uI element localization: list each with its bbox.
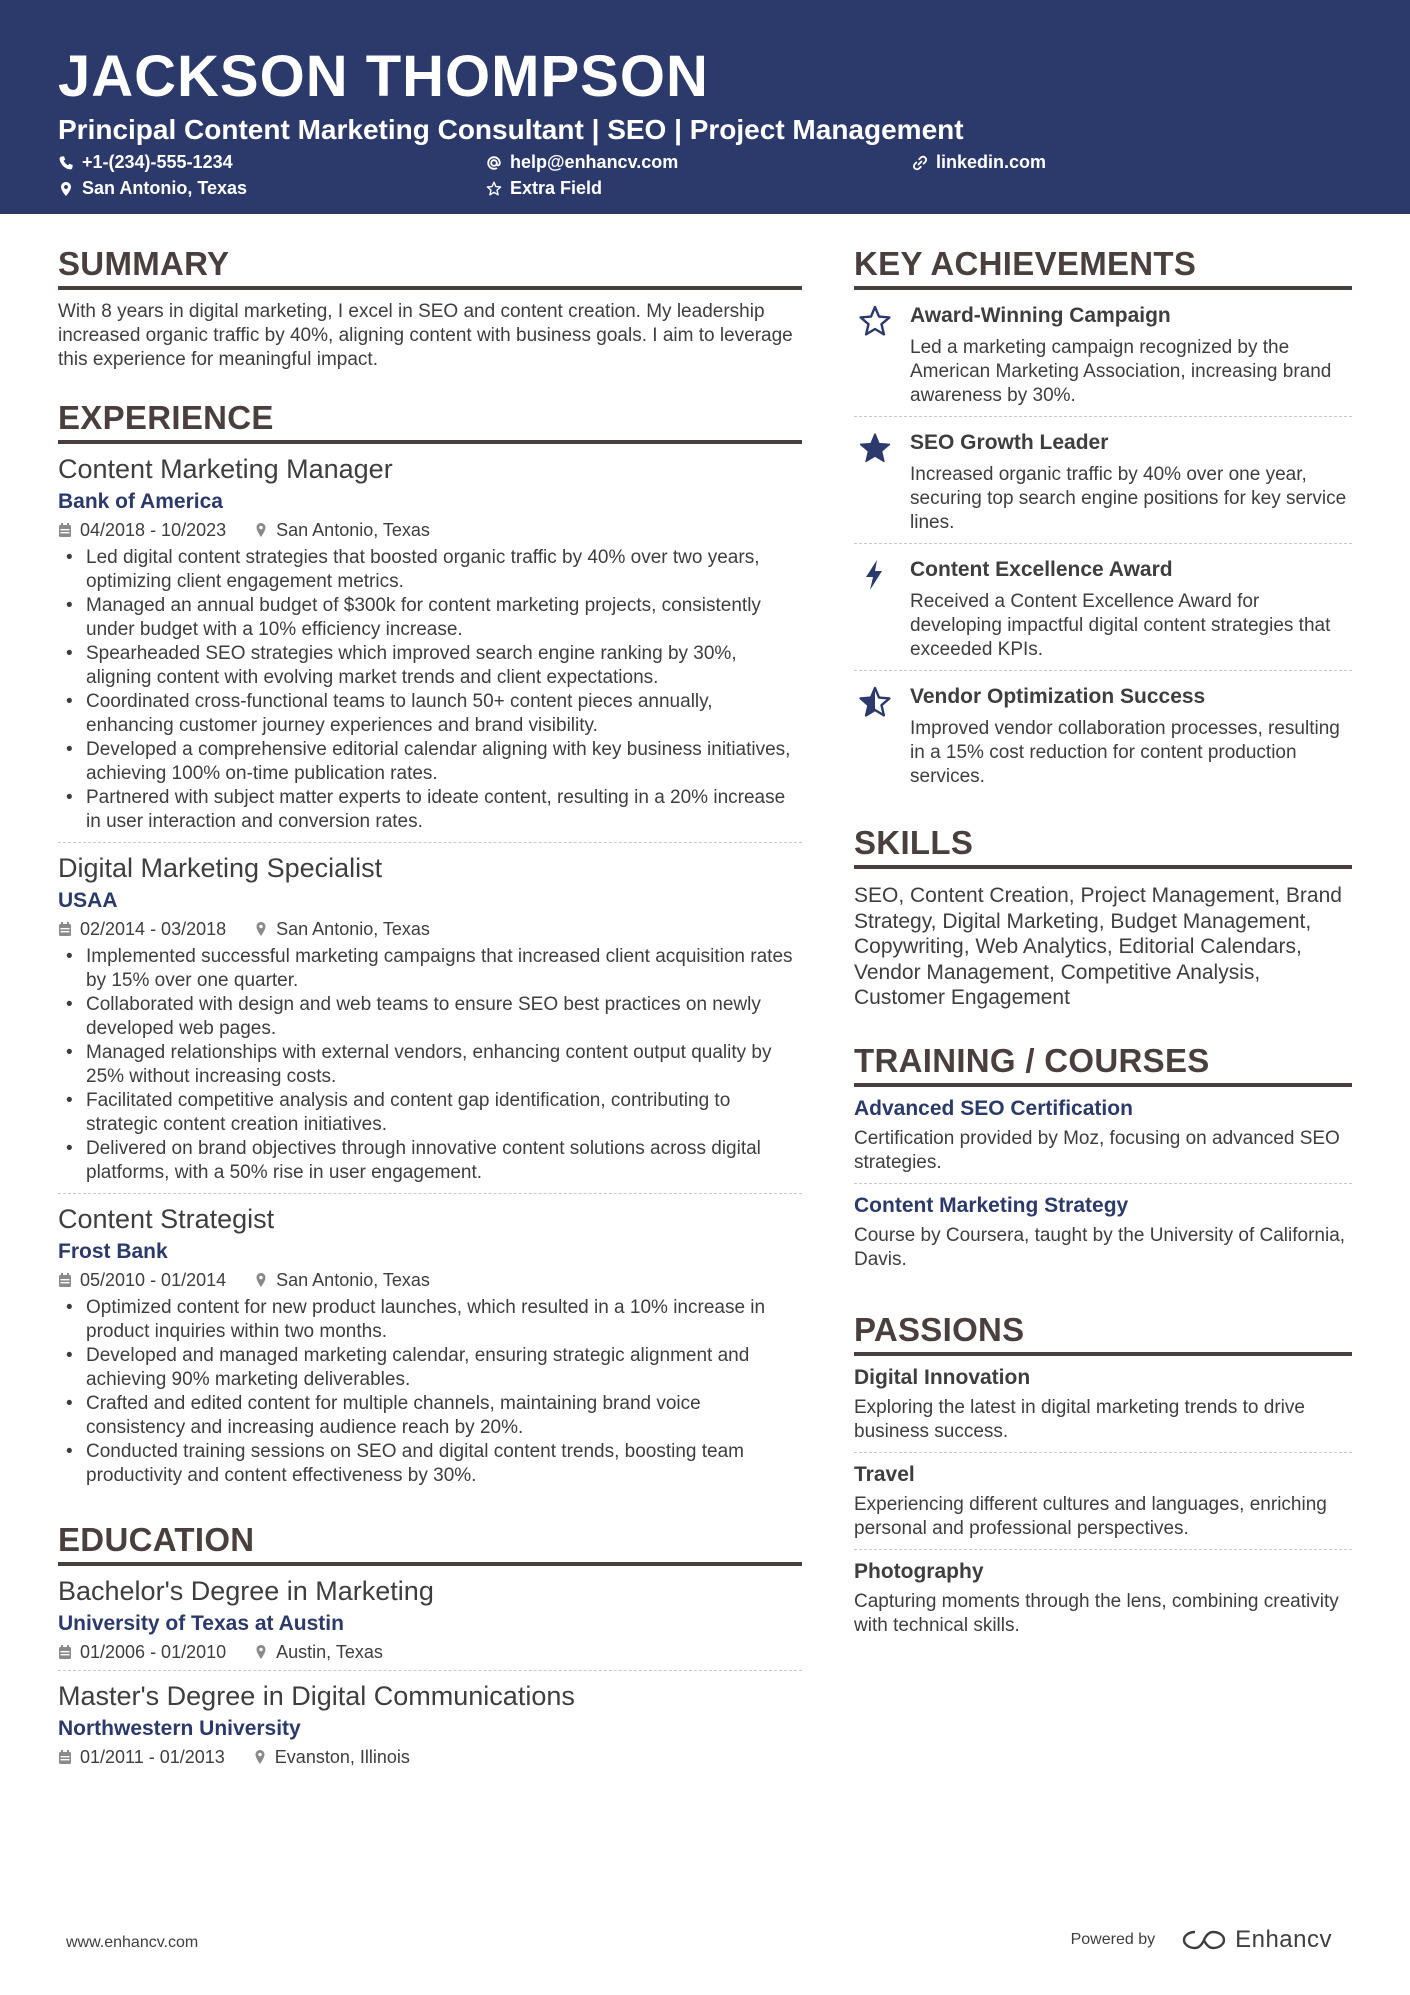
school-name: University of Texas at Austin: [58, 1612, 344, 1635]
job-location-text: San Antonio, Texas: [276, 919, 430, 939]
passion-item: [854, 1356, 1352, 1453]
right-column: [854, 244, 1352, 1646]
education-location-text: Evanston, Illinois: [274, 1747, 410, 1767]
achievement-title: Vendor Optimization Success: [910, 685, 1206, 708]
enhancv-logo[interactable]: [1181, 1926, 1332, 1954]
achievements-section: [854, 244, 1352, 797]
experience-section: [58, 398, 802, 1496]
degree-title: Bachelor's Degree in Marketing: [58, 1576, 434, 1606]
contact-linkedin[interactable]: [912, 152, 1046, 173]
lightning-icon: [854, 556, 902, 662]
left-column: [58, 244, 802, 1775]
job-meta: [58, 518, 802, 542]
star-outline-icon: [854, 302, 902, 408]
company-name: Frost Bank: [58, 1240, 168, 1263]
course-title: Advanced SEO Certification: [854, 1096, 1133, 1120]
degree-title: Master's Degree in Digital Communications: [58, 1681, 575, 1711]
job-title: Content Marketing Manager: [58, 454, 393, 484]
education-meta: [58, 1640, 802, 1664]
course-title: Content Marketing Strategy: [854, 1193, 1129, 1217]
star-half-icon: [854, 683, 902, 789]
calendar-icon: [58, 522, 72, 538]
job-bullet: • Coordinated cross-functional teams to launch 50+ content pieces annually, enhancing customer journey experiences and brand visibility.: [58, 690, 802, 738]
summary-text: With 8 years in digital marketing, I excel in SEO and content creation. My leadership increased organic traffic by 40%, aligning content with business goals. I aim to leverage this experience for meaningful impact.: [58, 301, 793, 370]
map-pin-icon: [254, 1272, 268, 1288]
job-location-text: San Antonio, Texas: [276, 520, 430, 540]
passion-item: [854, 1550, 1352, 1646]
job-entry: [58, 843, 802, 1194]
calendar-icon: [58, 1272, 72, 1288]
map-pin-icon: [58, 181, 74, 197]
map-pin-icon: [254, 1644, 268, 1660]
job-meta: [58, 917, 802, 941]
skills-heading: SKILLS: [854, 823, 1352, 869]
job-dates: 04/2018 - 10/2023: [80, 520, 227, 540]
footer-website[interactable]: www.enhancv.com: [66, 1934, 199, 1951]
job-bullets: [58, 1296, 802, 1488]
job-dates: 02/2014 - 03/2018: [80, 919, 227, 939]
contact-location: [58, 178, 247, 199]
email-link[interactable]: help@enhancv.com: [510, 152, 679, 172]
job-bullet: • Managed an annual budget of $300k for content marketing projects, consistently under budget with a 10% efficiency increase.: [58, 594, 802, 642]
resume-header: [0, 0, 1410, 214]
education-meta: [58, 1745, 802, 1769]
company-name: USAA: [58, 889, 118, 912]
education-entry: [58, 1671, 802, 1775]
training-section: [854, 1041, 1352, 1280]
achievement-item: [854, 671, 1352, 797]
achievement-title: SEO Growth Leader: [910, 431, 1109, 454]
skills-section: [854, 823, 1352, 1011]
location-text: San Antonio, Texas: [82, 178, 248, 198]
map-pin-icon: [253, 1749, 267, 1765]
achievement-item: [854, 544, 1352, 671]
job-bullet: • Conducted training sessions on SEO and digital content trends, boosting team productivity and content effectiveness by 30%.: [58, 1440, 802, 1488]
job-meta: [58, 1268, 802, 1292]
passion-title: Digital Innovation: [854, 1365, 1031, 1389]
experience-heading: EXPERIENCE: [58, 398, 802, 444]
passion-desc: Experiencing different cultures and languages, enriching personal and professional perspectives.: [854, 1493, 1327, 1539]
achievement-title: Content Excellence Award: [910, 558, 1173, 581]
contact-phone: [58, 152, 233, 173]
passions-heading: PASSIONS: [854, 1310, 1352, 1356]
summary-section: [58, 244, 802, 372]
education-section: [58, 1520, 802, 1775]
course-desc: Certification provided by Moz, focusing on advanced SEO strategies.: [854, 1127, 1340, 1173]
education-dates: 01/2011 - 01/2013: [80, 1747, 225, 1767]
passion-title: Photography: [854, 1559, 984, 1583]
job-bullet: • Developed and managed marketing calendar, ensuring strategic alignment and achieving 90% marketing deliverables.: [58, 1344, 802, 1392]
enhancv-logo-icon: [1181, 1927, 1227, 1953]
brand-name: Enhancv: [1235, 1926, 1332, 1953]
training-heading: TRAINING / COURSES: [854, 1041, 1352, 1087]
job-bullet: • Managed relationships with external vendors, enhancing content output quality by 25% without increasing costs.: [58, 1041, 802, 1089]
passions-section: [854, 1310, 1352, 1646]
calendar-icon: [58, 1749, 72, 1765]
education-location: [254, 1640, 383, 1664]
job-bullet: • Crafted and edited content for multiple channels, maintaining brand voice consistency and increasing audience reach by 20%.: [58, 1392, 802, 1440]
job-bullet: • Spearheaded SEO strategies which improved search engine ranking by 30%, aligning content with evolving market trends and client expectations.: [58, 642, 802, 690]
passion-desc: Exploring the latest in digital marketing trends to drive business success.: [854, 1396, 1305, 1442]
calendar-icon: [58, 921, 72, 937]
map-pin-icon: [254, 522, 268, 538]
job-bullet: • Developed a comprehensive editorial calendar aligning with key business initiatives, achieving 100% on-time publication rates.: [58, 738, 802, 786]
job-bullet: • Partnered with subject matter experts to ideate content, resulting in a 20% increase in user interaction and conversion rates.: [58, 786, 802, 834]
candidate-headline: Principal Content Marketing Consultant | SEO | Project Management: [58, 114, 964, 145]
candidate-name: JACKSON THOMPSON: [58, 44, 709, 109]
achievement-title: Award-Winning Campaign: [910, 304, 1171, 327]
course-item: [854, 1184, 1352, 1280]
map-pin-icon: [254, 921, 268, 937]
school-name: Northwestern University: [58, 1717, 301, 1740]
summary-heading: SUMMARY: [58, 244, 802, 290]
powered-by-label: Powered by: [1070, 1931, 1156, 1948]
contact-email[interactable]: [486, 152, 678, 173]
passion-item: [854, 1453, 1352, 1550]
job-dates: 05/2010 - 01/2014: [80, 1270, 227, 1290]
education-entry: [58, 1566, 802, 1671]
at-sign-icon: [486, 155, 502, 171]
linkedin-link[interactable]: linkedin.com: [936, 152, 1047, 172]
job-location: [254, 917, 430, 941]
job-bullet: • Implemented successful marketing campaigns that increased client acquisition rates by 15% over one quarter.: [58, 945, 802, 993]
star-outline-icon: [486, 181, 502, 197]
achievement-desc: Increased organic traffic by 40% over one year, securing top search engine positions for key service lines.: [910, 464, 1347, 533]
passion-title: Travel: [854, 1462, 915, 1486]
course-desc: Course by Coursera, taught by the University of California, Davis.: [854, 1224, 1346, 1270]
job-bullet: • Facilitated competitive analysis and content gap identification, contributing to strategic content creation initiatives.: [58, 1089, 802, 1137]
education-dates: 01/2006 - 01/2010: [80, 1642, 227, 1662]
job-entry: [58, 1194, 802, 1496]
education-location-text: Austin, Texas: [276, 1642, 383, 1662]
job-title: Content Strategist: [58, 1204, 275, 1234]
achievement-item: [854, 417, 1352, 544]
company-name: Bank of America: [58, 490, 223, 513]
contact-extra: [486, 178, 602, 199]
job-bullet: • Delivered on brand objectives through innovative content solutions across digital platforms, with a 50% rise in user engagement.: [58, 1137, 802, 1185]
calendar-icon: [58, 1644, 72, 1660]
achievement-desc: Led a marketing campaign recognized by the American Marketing Association, increasing brand awareness by 30%.: [910, 337, 1332, 406]
job-location: [254, 518, 430, 542]
job-location: [254, 1268, 430, 1292]
achievements-heading: KEY ACHIEVEMENTS: [854, 244, 1352, 290]
job-bullet: • Optimized content for new product launches, which resulted in a 10% increase in product inquiries within two months.: [58, 1296, 802, 1344]
job-bullets: [58, 546, 802, 834]
passion-desc: Capturing moments through the lens, combining creativity with technical skills.: [854, 1590, 1339, 1636]
footer-branding: [1071, 1926, 1332, 1954]
job-entry: [58, 444, 802, 843]
achievement-desc: Received a Content Excellence Award for developing impactful digital content strategies that exceeded KPIs.: [910, 591, 1331, 660]
job-location-text: San Antonio, Texas: [276, 1270, 430, 1290]
course-item: [854, 1087, 1352, 1184]
phone-text: +1-(234)-555-1234: [82, 152, 233, 172]
job-bullets: [58, 945, 802, 1185]
job-bullet: • Led digital content strategies that boosted organic traffic by 40% over two years, optimizing client engagement metrics.: [58, 546, 802, 594]
education-location: [253, 1745, 410, 1769]
phone-icon: [58, 155, 74, 171]
link-icon: [912, 155, 928, 171]
job-title: Digital Marketing Specialist: [58, 853, 383, 883]
extra-field-text: Extra Field: [510, 178, 603, 198]
job-bullet: • Collaborated with design and web teams to ensure SEO best practices on newly developed web pages.: [58, 993, 802, 1041]
achievement-item: [854, 290, 1352, 417]
achievement-desc: Improved vendor collaboration processes, resulting in a 15% cost reduction for content production services.: [910, 718, 1340, 787]
star-filled-icon: [854, 429, 902, 535]
contact-info: [58, 152, 1352, 208]
education-heading: EDUCATION: [58, 1520, 802, 1566]
skills-list: SEO, Content Creation, Project Management, Brand Strategy, Digital Marketing, Budget Management, Copywriting, Web Analytics, Editorial Calendars, Vendor Management, Competitive Analysis, Customer Engagement: [854, 884, 1342, 1009]
